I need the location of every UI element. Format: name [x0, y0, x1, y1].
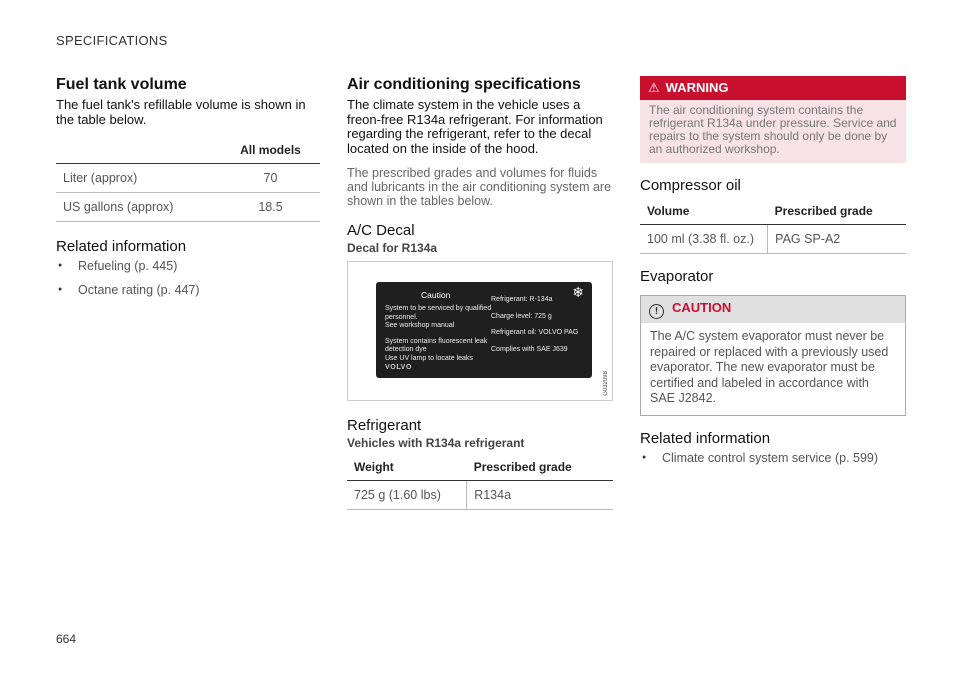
- snowflake-icon: ❄: [572, 284, 584, 300]
- row-label: US gallons (approx): [56, 193, 221, 222]
- fuel-tank-section: [56, 76, 320, 307]
- ac-title: Air conditioning specifications: [347, 76, 581, 93]
- warning-header: [640, 76, 906, 100]
- decal-figure: [347, 261, 613, 401]
- refrigerant-table: [347, 454, 613, 510]
- table-row: [56, 193, 320, 222]
- decal-line: Refrigerant: R-134a: [491, 296, 553, 303]
- warning-box: [640, 76, 906, 163]
- warning-text: The air conditioning system contains the refrigerant R134a under pressure. Service and repairs to the system should only be done by an authorized workshop.: [649, 103, 897, 156]
- right-column: [640, 76, 906, 475]
- volvo-logo: VOLVO: [385, 363, 412, 371]
- decal-line: Complies with SAE J639: [491, 345, 568, 353]
- related-info-list: [640, 451, 906, 465]
- decal-line: detection dye: [385, 346, 427, 353]
- col-header-grade: Prescribed grade: [768, 198, 906, 225]
- row-label: Liter (approx): [56, 164, 221, 193]
- ac-decal-title: A/C Decal: [347, 222, 415, 239]
- warning-triangle-icon: ⚠: [648, 80, 660, 95]
- ac-intro-2: The prescribed grades and volumes for fluids and lubricants in the air conditioning system are shown in the tables below.: [347, 166, 612, 208]
- decal-line: See workshop manual: [385, 322, 455, 329]
- cell-weight: 725 g (1.60 lbs): [347, 481, 467, 510]
- decal-line: Charge level: 725 g: [491, 312, 552, 320]
- row-value: 18.5: [221, 193, 320, 222]
- related-link-refueling[interactable]: ● Refueling (p. 445): [56, 259, 320, 273]
- page-number: 664: [56, 632, 77, 646]
- caution-text: The A/C system evaporator must never be repaired or replaced with a previously used evaporator. The new evaporator must be certified and labeled in accordance with SAE J2842.: [650, 329, 889, 405]
- related-info-title: Related information: [640, 429, 771, 447]
- ac-intro: The climate system in the vehicle uses a freon-free R134a refrigerant. For information regarding the refrigerant, refer to the decal located on the inside of the hood.: [347, 97, 603, 156]
- caution-label: CAUTION: [672, 300, 732, 315]
- fuel-tank-table: [56, 137, 320, 222]
- table-row: [347, 481, 613, 510]
- col-header-weight: Weight: [347, 454, 467, 481]
- related-link-octane[interactable]: ● Octane rating (p. 447): [56, 283, 320, 297]
- cell-grade: PAG SP-A2: [768, 225, 906, 254]
- fuel-tank-title: Fuel tank volume: [56, 76, 187, 93]
- compressor-oil-title: Compressor oil: [640, 177, 741, 194]
- col-header-grade: Prescribed grade: [467, 454, 613, 481]
- evaporator-title: Evaporator: [640, 268, 714, 285]
- running-header: SPECIFICATIONS: [56, 33, 168, 48]
- cell-volume: 100 ml (3.38 fl. oz.): [640, 225, 768, 254]
- exclamation-circle-icon: !: [649, 304, 664, 319]
- table-row: [56, 164, 320, 193]
- col-header-all-models: All models: [221, 137, 320, 164]
- row-value: 70: [221, 164, 320, 193]
- warning-label: WARNING: [665, 80, 729, 95]
- caution-header: [641, 296, 905, 323]
- decal-line: Use UV lamp to locate leaks: [385, 354, 473, 362]
- ac-decal-subtitle: Decal for R134a: [347, 241, 438, 255]
- cell-grade: R134a: [467, 481, 613, 510]
- related-info-title: Related information: [56, 238, 187, 255]
- refrigerant-title: Refrigerant: [347, 417, 422, 434]
- decal-caption: Caution: [421, 290, 451, 300]
- fuel-tank-intro: The fuel tank's refillable volume is shown in the table below.: [56, 97, 306, 127]
- caution-box: [640, 295, 906, 416]
- decal-line: Refrigerant oil: VOLVO PAG: [491, 329, 579, 336]
- decal-image: [376, 282, 592, 378]
- related-link-climate-service[interactable]: ● Climate control system service (p. 599): [640, 451, 906, 465]
- decal-line: System to be serviced by qualified: [385, 305, 492, 312]
- ac-section: [347, 76, 613, 510]
- decal-line: personnel.: [385, 313, 418, 321]
- table-row: [640, 225, 906, 254]
- refrigerant-subtitle: Vehicles with R134a refrigerant: [347, 436, 525, 450]
- table-corner-cell: [56, 137, 221, 164]
- col-header-volume: Volume: [640, 198, 768, 225]
- related-info-list: [56, 259, 320, 297]
- decal-line: System contains fluorescent leak: [385, 337, 488, 345]
- compressor-oil-table: [640, 198, 906, 254]
- figure-id: G032098: [603, 371, 609, 396]
